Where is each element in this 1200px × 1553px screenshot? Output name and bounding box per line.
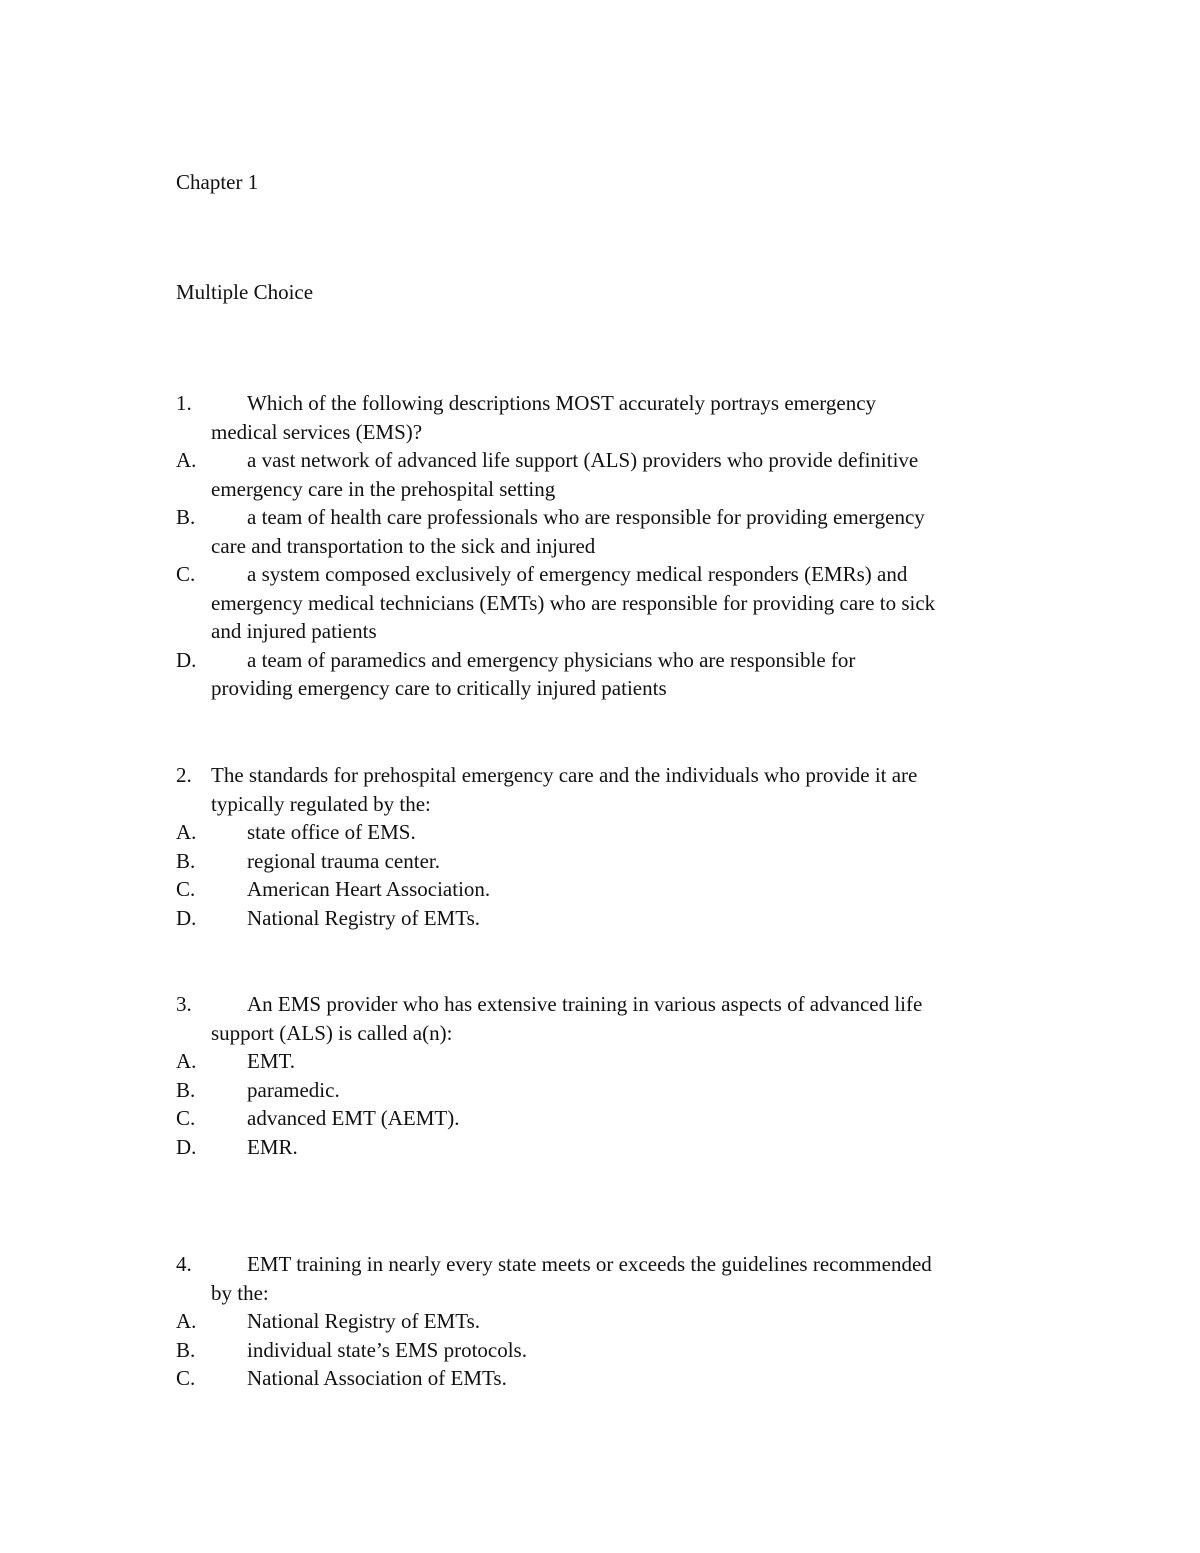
question-stem-continuation (176, 418, 1056, 447)
option-text: emergency care in the prehospital setting (211, 476, 556, 501)
option-text: state office of EMS. (247, 820, 416, 844)
answer-option-b (176, 1336, 1056, 1365)
answer-option-a (176, 446, 1056, 475)
answer-option-c (176, 1104, 1056, 1133)
option-text: regional trauma center. (247, 848, 440, 873)
question-number: 3. (176, 992, 192, 1016)
question-stem (176, 389, 1056, 418)
option-text: individual state’s EMS protocols. (247, 1337, 527, 1362)
option-label: A. (176, 448, 197, 472)
question-stem-continuation (176, 1279, 1056, 1308)
option-label: A. (176, 1309, 197, 1333)
answer-option-c (176, 1364, 1056, 1393)
option-label: B. (176, 848, 196, 873)
option-text: American Heart Association. (247, 877, 491, 901)
answer-option-d (176, 646, 1056, 675)
option-text: a team of health care professionals who are responsible for providing emergency (247, 505, 925, 529)
option-label: A. (176, 820, 197, 844)
answer-option-b (176, 847, 1056, 876)
option-label: D. (176, 1134, 197, 1159)
question-3 (176, 990, 1056, 1161)
answer-option-d (176, 904, 1056, 933)
option-label: B. (176, 505, 196, 529)
question-stem-text: Which of the following descriptions MOST accurately portrays emergency (247, 391, 877, 415)
question-stem (176, 761, 1056, 790)
question-stem-text: An EMS provider who has extensive training in various aspects of advanced life (247, 992, 923, 1016)
answer-option-b (176, 1076, 1056, 1105)
question-stem-text: medical services (EMS)? (211, 419, 423, 444)
question-stem-text: EMT training in nearly every state meets or exceeds the guidelines recommended (247, 1252, 932, 1276)
answer-option-d-continuation (176, 674, 1056, 703)
option-text: and injured patients (211, 619, 377, 643)
option-text: a vast network of advanced life support (ALS) providers who provide definitive (247, 448, 919, 472)
option-text: providing emergency care to critically injured patients (211, 676, 667, 700)
option-text: care and transportation to the sick and injured (211, 533, 596, 558)
option-text: emergency medical technicians (EMTs) who are responsible for providing care to sick (211, 590, 936, 615)
option-label: D. (176, 647, 197, 672)
option-label: C. (176, 562, 196, 586)
chapter-title: Chapter 1 (176, 170, 259, 194)
option-text: National Registry of EMTs. (247, 1309, 480, 1333)
question-number: 1. (176, 391, 192, 415)
option-text: EMR. (247, 1134, 298, 1159)
question-stem (176, 1250, 1056, 1279)
question-1 (176, 389, 1056, 703)
question-stem-text: The standards for prehospital emergency care and the individuals who provide it are (211, 763, 918, 787)
option-text: a system composed exclusively of emergency medical responders (EMRs) and (247, 562, 908, 586)
question-stem-text: by the: (211, 1280, 269, 1305)
option-text: National Association of EMTs. (247, 1366, 507, 1390)
option-text: advanced EMT (AEMT). (247, 1106, 460, 1130)
option-label: C. (176, 1106, 196, 1130)
question-number: 4. (176, 1252, 192, 1276)
option-label: C. (176, 877, 196, 901)
answer-option-a (176, 1307, 1056, 1336)
section-title: Multiple Choice (176, 280, 314, 304)
option-label: D. (176, 905, 197, 930)
option-text: EMT. (247, 1049, 296, 1073)
question-stem-text: support (ALS) is called a(n): (211, 1020, 453, 1045)
option-label: B. (176, 1077, 196, 1102)
option-text: a team of paramedics and emergency physicians who are responsible for (247, 647, 856, 672)
option-text: paramedic. (247, 1077, 340, 1102)
option-label: B. (176, 1337, 196, 1362)
question-4 (176, 1250, 1056, 1393)
question-stem (176, 990, 1056, 1019)
answer-option-c-continuation (176, 589, 1056, 618)
answer-option-a-continuation (176, 475, 1056, 504)
answer-option-a (176, 1047, 1056, 1076)
answer-option-c (176, 875, 1056, 904)
answer-option-b-continuation (176, 532, 1056, 561)
question-stem-continuation (176, 790, 1056, 819)
answer-option-c (176, 560, 1056, 589)
option-text: National Registry of EMTs. (247, 905, 480, 930)
question-stem-text: typically regulated by the: (211, 791, 431, 816)
answer-option-d (176, 1133, 1056, 1162)
answer-option-a (176, 818, 1056, 847)
answer-option-c-continuation (176, 617, 1056, 646)
option-label: A. (176, 1049, 197, 1073)
question-2 (176, 761, 1056, 932)
answer-option-b (176, 503, 1056, 532)
question-stem-continuation (176, 1019, 1056, 1048)
question-number: 2. (176, 763, 192, 787)
option-label: C. (176, 1366, 196, 1390)
